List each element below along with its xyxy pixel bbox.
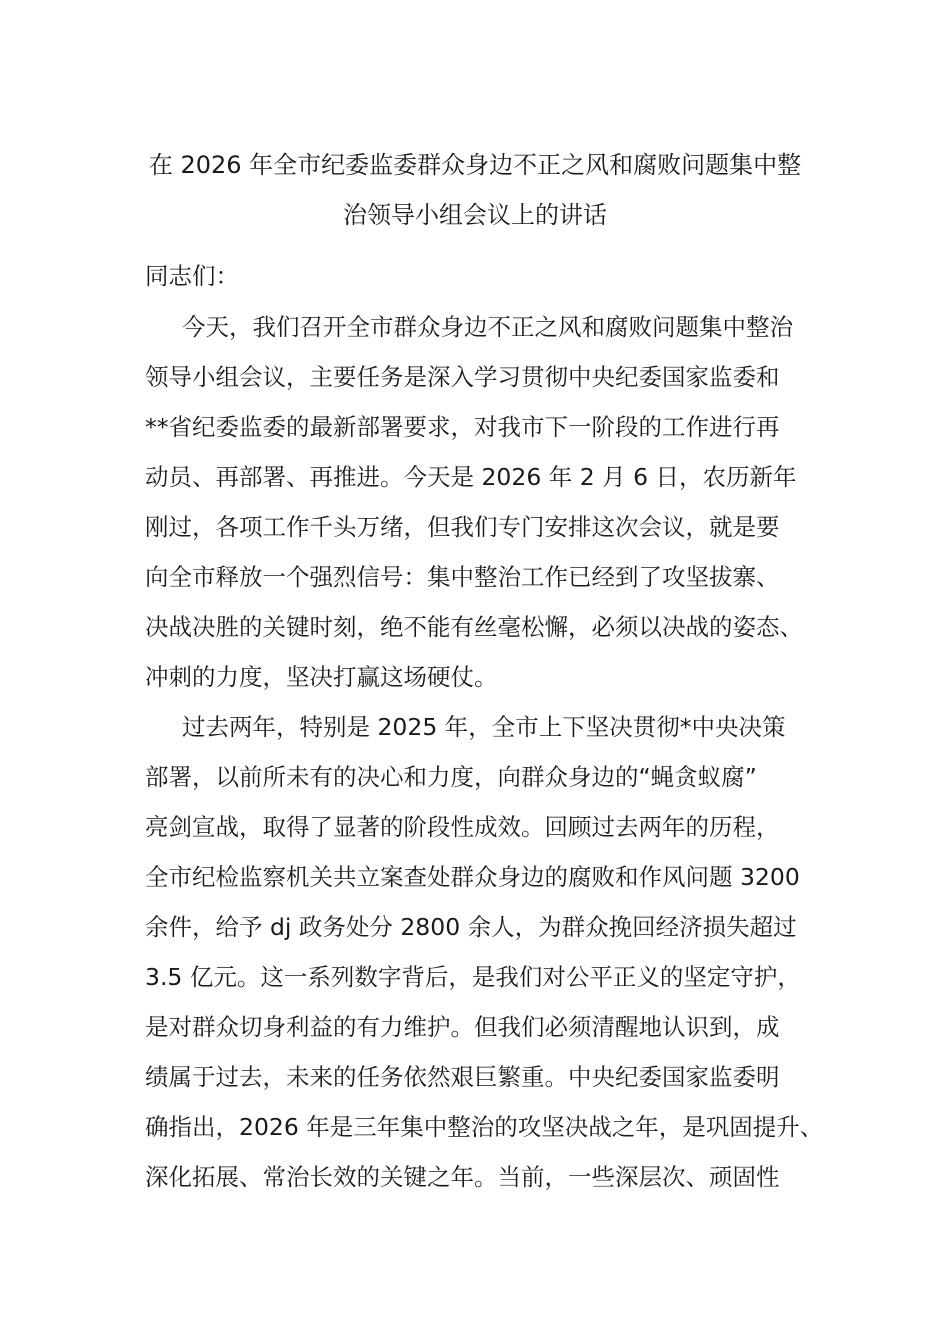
- salutation: 同志们：: [145, 262, 239, 290]
- body-line: 确指出，2026 年是三年集中整治的攻坚决战之年，是巩固提升、: [145, 1113, 824, 1141]
- body-line: 亮剑宣战，取得了显著的阶段性成效。回顾过去两年的历程，: [145, 813, 780, 841]
- body-line: 冲刺的力度，坚决打赢这场硬仗。: [145, 663, 498, 691]
- document-title-line-1: 在 2026 年全市纪委监委群众身边不正之风和腐败问题集中整: [148, 151, 802, 179]
- document-title-line-2: 治领导小组会议上的讲话: [343, 201, 607, 229]
- body-line: 余件，给予 dj 政务处分 2800 余人，为群众挽回经济损失超过: [145, 913, 797, 941]
- body-line: 决战决胜的关键时刻，绝不能有丝毫松懈，必须以决战的姿态、: [145, 613, 803, 641]
- body-line: 向全市释放一个强烈信号：集中整治工作已经到了攻坚拔寨、: [145, 563, 780, 591]
- body-line: 是对群众切身利益的有力维护。但我们必须清醒地认识到，成: [145, 1013, 780, 1041]
- body-line: 刚过，各项工作千头万绪，但我们专门安排这次会议，就是要: [145, 513, 780, 541]
- body-line: 过去两年，特别是 2025 年，全市上下坚决贯彻*中央决策: [182, 713, 786, 741]
- body-line: 绩属于过去，未来的任务依然艰巨繁重。中央纪委国家监委明: [145, 1063, 780, 1091]
- body-line: 动员、再部署、再推进。今天是 2026 年 2 月 6 日，农历新年: [145, 463, 797, 491]
- body-line: 部署，以前所未有的决心和力度，向群众身边的“蝇贪蚁腐”: [145, 763, 757, 791]
- body-line: 3.5 亿元。这一系列数字背后，是我们对公平正义的坚定守护，: [145, 963, 801, 991]
- body-line: **省纪委监委的最新部署要求，对我市下一阶段的工作进行再: [145, 413, 780, 441]
- body-line: 全市纪检监察机关共立案查处群众身边的腐败和作风问题 3200: [145, 863, 800, 891]
- body-line: 今天，我们召开全市群众身边不正之风和腐败问题集中整治: [182, 313, 793, 341]
- body-line: 深化拓展、常治长效的关键之年。当前，一些深层次、顽固性: [145, 1163, 780, 1191]
- body-line: 领导小组会议，主要任务是深入学习贯彻中央纪委国家监委和: [145, 363, 780, 391]
